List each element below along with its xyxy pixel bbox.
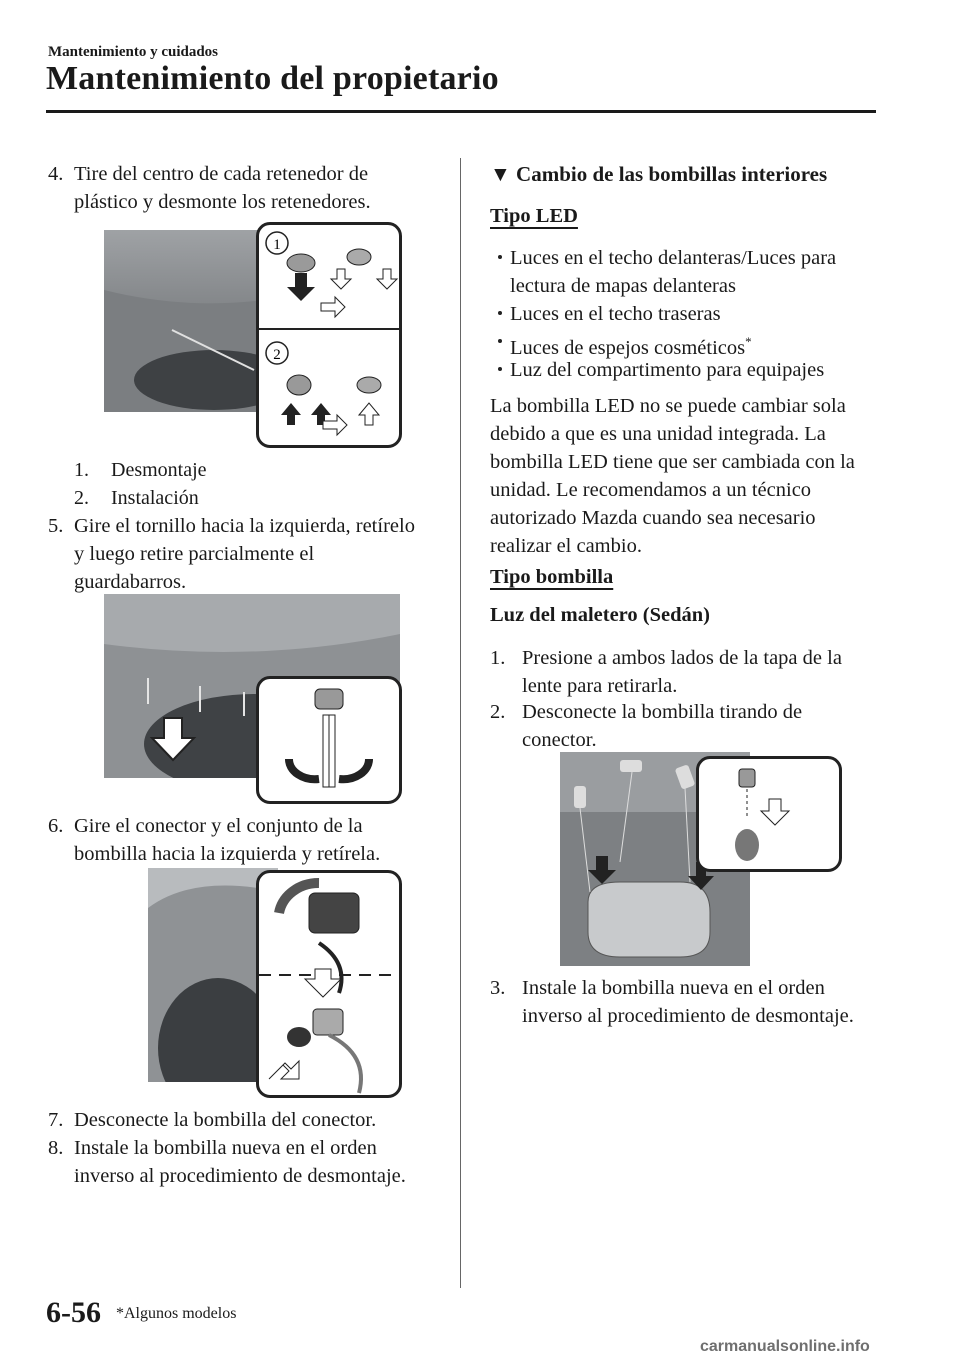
step-number: 8. bbox=[48, 1137, 64, 1159]
led-type-title: Tipo LED bbox=[490, 205, 578, 227]
trunk-step-3 bbox=[490, 974, 875, 1030]
bulb-type-title: Tipo bombilla bbox=[490, 566, 614, 588]
bulb-callout bbox=[696, 756, 842, 872]
callout-number-1: 1 bbox=[273, 237, 281, 253]
led-paragraph: La bombilla LED no se puede cambiar sola debido a que es una unidad integrada. La bombilla LED tiene que ser cambiada con la unidad. Le recomendamos a un técnico autorizado Mazda cuando sea necesario realizar el cambio. bbox=[490, 395, 855, 557]
step-4 bbox=[48, 160, 418, 216]
screwdriver-diagram bbox=[259, 679, 399, 801]
step-number: 5. bbox=[48, 515, 64, 537]
step-number: 4. bbox=[48, 163, 64, 185]
step-text: Instale la bombilla nueva en el orden inverso al procedimiento de desmontaje. bbox=[74, 1137, 406, 1187]
step-text: Gire el conector y el conjunto de la bombilla hacia la izquierda y retírela. bbox=[74, 815, 381, 865]
step-text: Presione a ambos lados de la tapa de la lente para retirarla. bbox=[522, 647, 842, 697]
step-8 bbox=[48, 1134, 418, 1190]
bullet-icon bbox=[498, 339, 502, 343]
section-heading-text: Cambio de las bombillas interiores bbox=[516, 162, 828, 186]
legend-number: 1. bbox=[74, 459, 89, 481]
optional-asterisk: * bbox=[745, 334, 752, 349]
legend-text: Desmontaje bbox=[111, 459, 207, 481]
bullet-icon bbox=[498, 311, 502, 315]
bullet-icon bbox=[498, 255, 502, 259]
section-heading bbox=[490, 162, 827, 187]
screw-callout bbox=[256, 676, 402, 804]
step-text: Tire del centro de cada retenedor de plástico y desmonte los retenedores. bbox=[74, 163, 371, 213]
step-number: 2. bbox=[490, 701, 506, 723]
watermark-site: carmanualsonline.info bbox=[700, 1338, 870, 1355]
page-number: 6-56 bbox=[46, 1296, 101, 1329]
led-item-text: Luces en el techo traseras bbox=[510, 303, 721, 325]
retainer-steps-diagram bbox=[259, 225, 399, 445]
trunk-step-2 bbox=[490, 698, 875, 754]
step-text: Desconecte la bombilla tirando de conector. bbox=[522, 701, 803, 751]
led-item-text: Luces en el techo delanteras/Luces para lectura de mapas delanteras bbox=[510, 247, 837, 297]
retainer-callout bbox=[256, 222, 402, 448]
trunk-step-1 bbox=[490, 644, 875, 700]
step-5 bbox=[48, 512, 418, 596]
legend-number: 2. bbox=[74, 487, 89, 509]
column-divider bbox=[460, 158, 461, 1288]
triangle-marker-icon: ▼ bbox=[490, 162, 511, 186]
legend-item-2 bbox=[74, 484, 374, 512]
step-7 bbox=[48, 1106, 418, 1134]
led-item-text: Luces de espejos cosméticos bbox=[510, 336, 746, 359]
connector-callout bbox=[256, 870, 402, 1098]
section-title: Mantenimiento y cuidados bbox=[48, 44, 219, 60]
legend-item-1 bbox=[74, 456, 374, 484]
step-number: 3. bbox=[490, 977, 506, 999]
led-item bbox=[498, 300, 878, 328]
step-number: 7. bbox=[48, 1109, 64, 1131]
page-title: Mantenimiento del propietario bbox=[46, 60, 499, 97]
bullet-icon bbox=[498, 367, 502, 371]
led-item bbox=[498, 356, 878, 384]
bulb-removal-diagram bbox=[699, 759, 839, 869]
connector-diagram bbox=[259, 873, 399, 1095]
step-6 bbox=[48, 812, 418, 868]
title-rule bbox=[46, 110, 876, 113]
step-text: Gire el tornillo hacia la izquierda, retírelo y luego retire parcialmente el guardabarros. bbox=[74, 515, 415, 593]
footnote: *Algunos modelos bbox=[116, 1305, 237, 1322]
step-number: 6. bbox=[48, 815, 64, 837]
legend-text: Instalación bbox=[111, 487, 199, 509]
led-item bbox=[498, 244, 878, 300]
callout-number-2: 2 bbox=[273, 347, 281, 363]
step-number: 1. bbox=[490, 647, 506, 669]
step-text: Instale la bombilla nueva en el orden inverso al procedimiento de desmontaje. bbox=[522, 977, 854, 1027]
led-item-text: Luz del compartimento para equipajes bbox=[510, 359, 825, 381]
trunk-light-title: Luz del maletero (Sedán) bbox=[490, 604, 710, 626]
step-text: Desconecte la bombilla del conector. bbox=[74, 1109, 377, 1131]
